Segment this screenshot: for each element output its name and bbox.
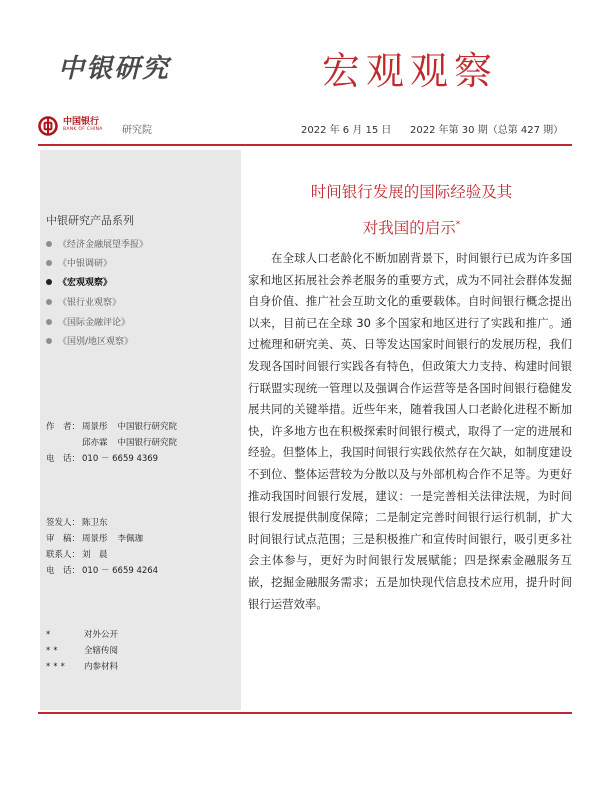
series-title: 中银研究产品系列 — [46, 214, 134, 227]
phone-row: 电 话： 010 － 6659 4369 — [46, 454, 159, 464]
issue-number: 2022 年第 30 期（总第 427 期） — [410, 125, 564, 136]
series-item: 《国别/地区观察》 — [46, 334, 133, 347]
author-row: 作 者： 周景彤 中国银行研究院 — [46, 422, 178, 432]
header-divider — [38, 144, 572, 146]
series-item: 《中银调研》 — [46, 256, 112, 269]
reviewer-row: 审 稿： 周景彤 李佩珈 — [46, 534, 144, 544]
bullet-icon — [46, 260, 52, 266]
signer-row: 签发人： 陈卫东 — [46, 518, 108, 528]
phone-row: 电 话： 010 － 6659 4264 — [46, 566, 159, 576]
article-body: 在全球人口老龄化不断加剧背景下，时间银行已成为许多国家和地区拓展社会养老服务的重要方式，成为不同社会群体发掘自身价值、推广社会互助文化的重要载体。自时间银行概念提出以来，目前已在全球 30 多个国家和地区进行了实践和推广。通过梳理和研究美、英、日等发达国家时间银行的发展历程，我们发现各国时间银行实践各有特色，但政策大力支持、构建时间银行联盟实现统一管理以及强调合作运营等是各国时间银行稳健发展共同的关键举措。近些年来，随着我国人口老龄化进程不断加快，许多地方也在积极探索时间银行模式，取得了一定的进展和经验。但整体上，我国时间银行实践依然存在欠缺，如制度建设不到位、整体运营较为分散以及与外部机构合作不足等。为更好推动我国时间银行发展，建议：一是完善相关法律法规，为时间银行发展提供制度保障；二是制定完善时间银行运行机制，扩大时间银行试点范围；三是积极推广和宣传时间银行，吸引更多社会主体参与，更好为时间银行发展赋能；四是探索金融服务互嵌，挖掘金融服务需求；五是加快现代信息技术应用，提升时间银行运营效率。 — [248, 251, 572, 611]
distribution-level: *** 内参材料 — [46, 662, 119, 672]
bullet-icon — [46, 338, 52, 344]
bank-name-english: BANK OF CHINA — [63, 127, 103, 132]
series-item-active: 《宏观观察》 — [46, 275, 112, 288]
series-item: 《经济金融展望季报》 — [46, 237, 148, 250]
bullet-icon — [46, 319, 52, 325]
issue-date: 2022 年 6 月 15 日 — [301, 125, 392, 136]
article-title-line1: 时间银行发展的国际经验及其 — [310, 183, 513, 201]
footnote-marker: * — [455, 220, 461, 230]
page-title: 宏观观察 — [322, 49, 499, 93]
series-item: 《国际金融评论》 — [46, 315, 130, 328]
article-title-line2: 对我国的启示* — [362, 219, 461, 238]
series-item: 《银行业观察》 — [46, 295, 121, 308]
bullet-icon — [46, 241, 52, 247]
author-row: 邱亦霖 中国银行研究院 — [82, 438, 178, 448]
bank-name: 中国银行 — [63, 117, 100, 127]
distribution-level: ** 全辖传阅 — [46, 646, 119, 656]
contact-row: 联系人： 刘 晨 — [46, 550, 108, 560]
research-logo: 中银研究 — [58, 54, 171, 84]
article-title — [251, 176, 572, 245]
bullet-icon — [46, 299, 52, 305]
bullet-icon — [46, 279, 52, 285]
bank-of-china-logo-icon — [38, 116, 58, 136]
distribution-level: * 对外公开 — [46, 630, 119, 640]
footer-divider — [38, 712, 572, 714]
research-institute-label: 研究院 — [122, 125, 152, 136]
